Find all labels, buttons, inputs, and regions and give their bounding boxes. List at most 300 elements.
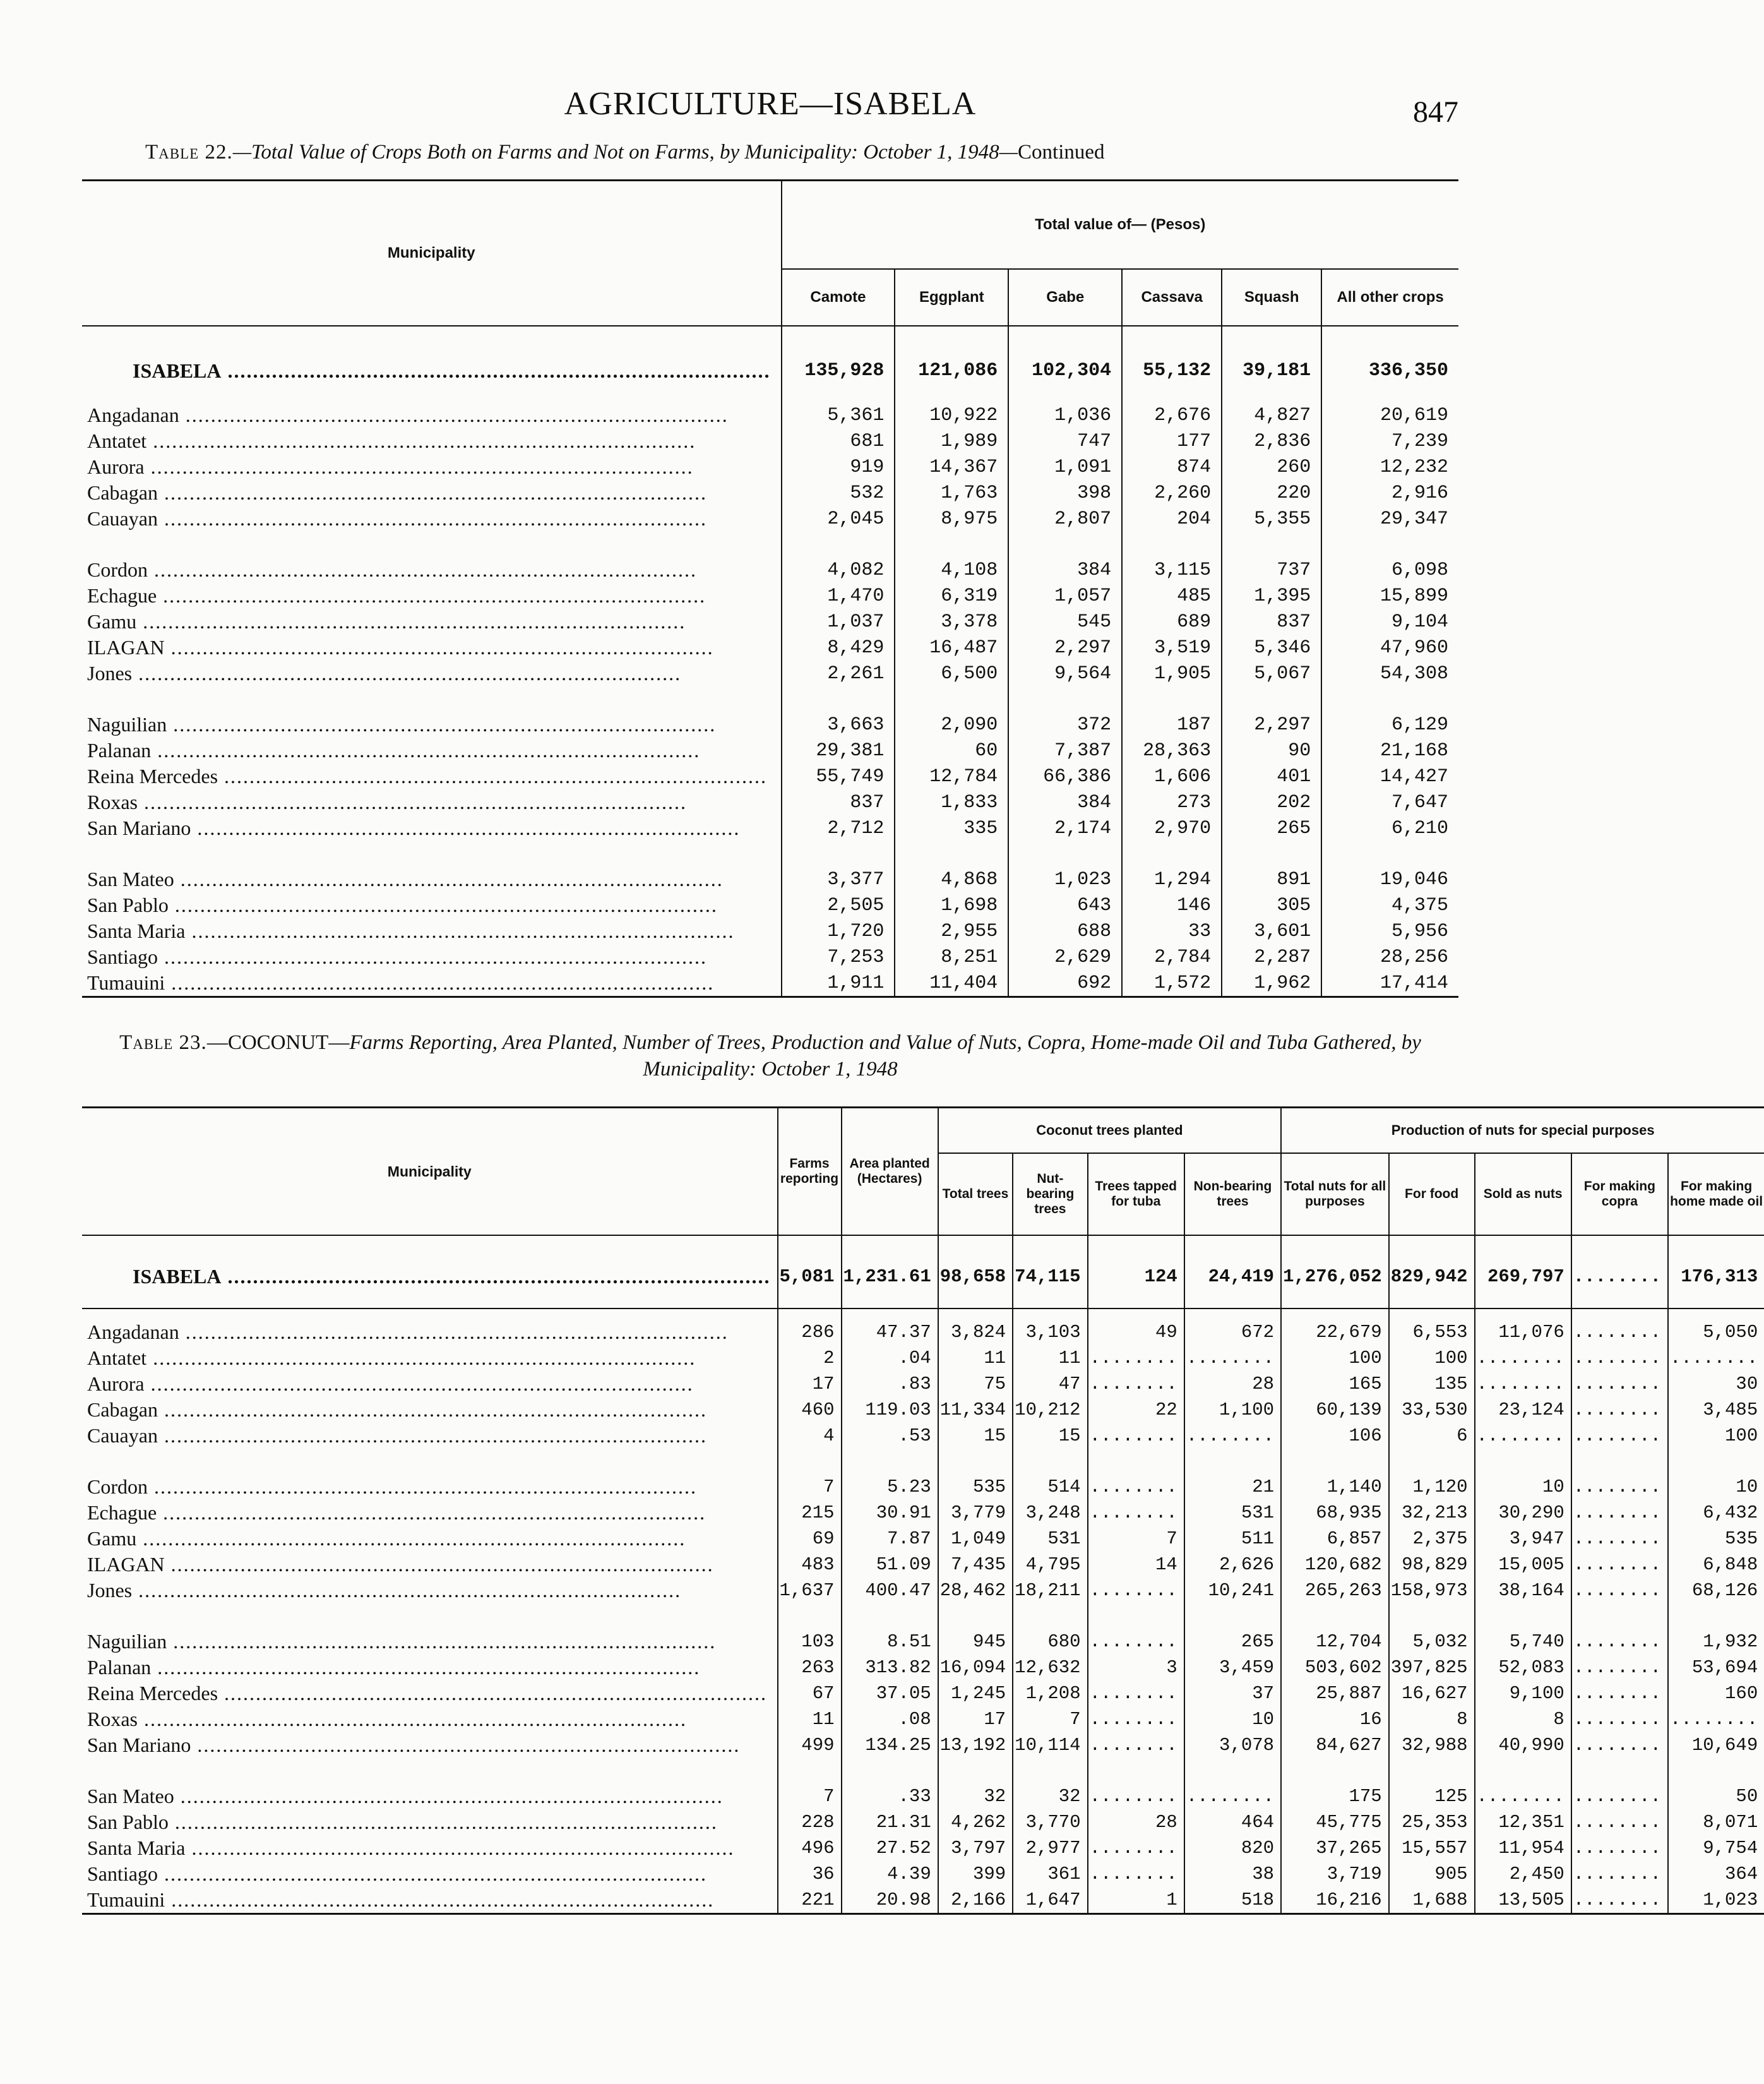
table22-value-cell: 643 — [1008, 892, 1122, 918]
table23-value-cell: 3,485 — [1668, 1397, 1764, 1423]
table23-municipality-name: Gamu ..... — [82, 1526, 778, 1552]
table22-value-cell: 6,500 — [895, 661, 1008, 686]
table22-row-ilagan — [82, 635, 1458, 661]
table23-value-cell: 15 — [1013, 1423, 1087, 1449]
table22-value-cell: 2,784 — [1122, 944, 1222, 970]
table22-value-cell: 4,827 — [1222, 402, 1321, 428]
table22-value-cell: 545 — [1008, 609, 1122, 635]
table23-value-cell: 17 — [778, 1371, 842, 1397]
table22-value-cell: 1,720 — [782, 918, 895, 944]
table23-value-cell: 680 — [1013, 1629, 1087, 1655]
table22-row-jones — [82, 661, 1458, 686]
table23-value-cell: 51.09 — [842, 1552, 938, 1578]
table23-value-cell: 135 — [1389, 1371, 1475, 1397]
table22-value-cell: 1,057 — [1008, 583, 1122, 609]
table23-value-cell: 1,023 — [1668, 1887, 1764, 1914]
table23-value-cell: ........ — [1571, 1629, 1668, 1655]
table22-row-santiago — [82, 944, 1458, 970]
table22-value-cell: 2,287 — [1222, 944, 1321, 970]
group-spacer-row — [82, 1758, 1764, 1783]
table23-value-cell: 460 — [778, 1397, 842, 1423]
table22-column-header-eggplant: Eggplant — [895, 269, 1008, 326]
table23-municipality-name: San Mateo ..... — [82, 1783, 778, 1809]
table23-municipality-name: Tumauini ..... — [82, 1887, 778, 1914]
table23-value-cell: 1,932 — [1668, 1629, 1764, 1655]
table22-value-cell: 260 — [1222, 454, 1321, 480]
spacer-cell — [1008, 532, 1122, 557]
table23-value-cell: 68,126 — [1668, 1578, 1764, 1603]
table22-value-cell: 9,104 — [1321, 609, 1458, 635]
table23-value-cell: ........ — [1668, 1345, 1764, 1371]
table23-value-cell: 5,740 — [1475, 1629, 1571, 1655]
table22-column-header-gabe: Gabe — [1008, 269, 1122, 326]
table23-municipality-name: Palanan ..... — [82, 1655, 778, 1680]
table22-value-cell: 1,470 — [782, 583, 895, 609]
table23-value-cell: 9,754 — [1668, 1835, 1764, 1861]
table23-value-cell: 11 — [1013, 1345, 1087, 1371]
table23-value-cell: ........ — [1571, 1680, 1668, 1706]
table22-value-cell: 2,261 — [782, 661, 895, 686]
table23-value-cell: 221 — [778, 1887, 842, 1914]
table23-value-cell: 10,114 — [1013, 1732, 1087, 1758]
spacer-cell — [1013, 1449, 1087, 1474]
table23-column-header-total-trees: Total trees — [938, 1153, 1013, 1235]
table22-row-cauayan — [82, 506, 1458, 532]
table22-value-cell: 874 — [1122, 454, 1222, 480]
table23-value-cell: 7,435 — [938, 1552, 1013, 1578]
table23-value-cell: 49 — [1088, 1308, 1184, 1345]
table23-value-cell: .08 — [842, 1706, 938, 1732]
table23-value-cell: ........ — [1571, 1474, 1668, 1500]
table22-value-cell: 485 — [1122, 583, 1222, 609]
table22-value-cell: 5,346 — [1222, 635, 1321, 661]
table23-value-cell: 286 — [778, 1308, 842, 1345]
table22-municipality-name: Gamu ..... — [82, 609, 782, 635]
table23-column-header-non-bearing-trees: Non-bearing trees — [1184, 1153, 1281, 1235]
spacer-cell — [1668, 1603, 1764, 1629]
spacer-cell — [1122, 841, 1222, 866]
table22-value-cell: 1,911 — [782, 970, 895, 997]
table23-value-cell: 3,103 — [1013, 1308, 1087, 1345]
table23-value-cell: 103 — [778, 1629, 842, 1655]
table23-value-cell: 8.51 — [842, 1629, 938, 1655]
spacer-cell — [1321, 841, 1458, 866]
table22-municipality-name: Palanan ..... — [82, 738, 782, 764]
table23-value-cell: 17 — [938, 1706, 1013, 1732]
spacer-cell — [1571, 1449, 1668, 1474]
table22-value-cell: 3,663 — [782, 712, 895, 738]
table23-value-cell: 10 — [1475, 1474, 1571, 1500]
table22-value-cell: 11,404 — [895, 970, 1008, 997]
table23-value-cell: 3,248 — [1013, 1500, 1087, 1526]
table22-value-cell: 837 — [782, 789, 895, 815]
table23-municipality-name: Cordon ..... — [82, 1474, 778, 1500]
table23-value-cell: 3,947 — [1475, 1526, 1571, 1552]
table23-value-cell: 15,557 — [1389, 1835, 1475, 1861]
table22-value-cell: 6,210 — [1321, 815, 1458, 841]
table23-label: Table 23. — [119, 1031, 207, 1054]
table23-value-cell: 1,688 — [1389, 1887, 1475, 1914]
table23-value-cell: 1,140 — [1281, 1474, 1389, 1500]
table23-value-cell: 8,071 — [1668, 1809, 1764, 1835]
table23-value-cell: 11,076 — [1475, 1308, 1571, 1345]
table23-value-cell: 7 — [1088, 1526, 1184, 1552]
table23-value-cell: 397,825 — [1389, 1655, 1475, 1680]
table22-value-cell: 1,395 — [1222, 583, 1321, 609]
table23-value-cell: 100 — [1668, 1423, 1764, 1449]
table22-value-cell: 2,260 — [1122, 480, 1222, 506]
table22-value-cell: 2,916 — [1321, 480, 1458, 506]
table22-municipality-name: ILAGAN ..... — [82, 635, 782, 661]
table23-value-cell: 228 — [778, 1809, 842, 1835]
spacer-cell — [895, 686, 1008, 712]
spacer-cell — [1281, 1603, 1389, 1629]
table23-value-cell: 16,094 — [938, 1655, 1013, 1680]
table22-value-cell: 335 — [895, 815, 1008, 841]
table23-municipality-name: Reina Mercedes ..... — [82, 1680, 778, 1706]
table23-value-cell: 22,679 — [1281, 1308, 1389, 1345]
spacer-cell — [842, 1758, 938, 1783]
table23-value-cell: 14 — [1088, 1552, 1184, 1578]
table22-value-cell: 1,023 — [1008, 866, 1122, 892]
table22-row-san-mateo — [82, 866, 1458, 892]
table23-municipality-name: Santiago ..... — [82, 1861, 778, 1887]
table22-municipality-name: Naguilian ..... — [82, 712, 782, 738]
table22-value-cell: 3,115 — [1122, 557, 1222, 583]
table23-row-cordon — [82, 1474, 1764, 1500]
table23-row-palanan — [82, 1655, 1764, 1680]
table23-value-cell: ........ — [1088, 1680, 1184, 1706]
table23-value-cell: 67 — [778, 1680, 842, 1706]
table23-value-cell: 263 — [778, 1655, 842, 1680]
table23-value-cell: 158,973 — [1389, 1578, 1475, 1603]
table23-value-cell: 820 — [1184, 1835, 1281, 1861]
table23-value-cell: 8 — [1475, 1706, 1571, 1732]
table23-value-cell: 32 — [1013, 1783, 1087, 1809]
spacer-cell — [1389, 1758, 1475, 1783]
spacer-cell — [82, 532, 782, 557]
table23-value-cell: 464 — [1184, 1809, 1281, 1835]
table23-value-cell: 24,419 — [1184, 1235, 1281, 1308]
table23-value-cell: 5,032 — [1389, 1629, 1475, 1655]
table23-value-cell: 3,824 — [938, 1308, 1013, 1345]
table23-value-cell: ........ — [1571, 1235, 1668, 1308]
table23-value-cell: 1,276,052 — [1281, 1235, 1389, 1308]
table23-value-cell: 38,164 — [1475, 1578, 1571, 1603]
table22-municipality-name: Reina Mercedes ..... — [82, 764, 782, 789]
table23-municipality-name: Angadanan ..... — [82, 1308, 778, 1345]
spacer-cell — [1571, 1758, 1668, 1783]
table23-value-cell: 11,954 — [1475, 1835, 1571, 1861]
table22-value-cell: 1,833 — [895, 789, 1008, 815]
table23-value-cell: ........ — [1088, 1500, 1184, 1526]
table22-value-cell: 6,129 — [1321, 712, 1458, 738]
table23-value-cell: 20.98 — [842, 1887, 938, 1914]
table23-municipality-name: Antatet ..... — [82, 1345, 778, 1371]
table23-value-cell: 38 — [1184, 1861, 1281, 1887]
table23-value-cell: 176,313 — [1668, 1235, 1764, 1308]
table22-value-cell: 837 — [1222, 609, 1321, 635]
table22-row-san-mariano — [82, 815, 1458, 841]
table22-value-cell: 202 — [1222, 789, 1321, 815]
table23-value-cell: 21.31 — [842, 1809, 938, 1835]
table22-value-cell: 305 — [1222, 892, 1321, 918]
table22-value-cell: 2,676 — [1122, 402, 1222, 428]
table23-value-cell: ........ — [1571, 1655, 1668, 1680]
table23-column-header-for-making-copra: For making copra — [1571, 1153, 1668, 1235]
table22-municipality-name: San Mariano ..... — [82, 815, 782, 841]
table22-value-cell: 1,037 — [782, 609, 895, 635]
table22-value-cell: 55,749 — [782, 764, 895, 789]
table23-value-cell: 4,795 — [1013, 1552, 1087, 1578]
table23-municipality-name: ISABELA ..... — [82, 1235, 778, 1308]
table23-value-cell: ........ — [1668, 1706, 1764, 1732]
table22-value-cell: 737 — [1222, 557, 1321, 583]
table22-value-cell: 688 — [1008, 918, 1122, 944]
table23-row-angadanan — [82, 1308, 1764, 1345]
spacer-cell — [1222, 686, 1321, 712]
table23-value-cell: 3,719 — [1281, 1861, 1389, 1887]
table23-row-antatet — [82, 1345, 1764, 1371]
group-spacer-row — [82, 1603, 1764, 1629]
table22-value-cell: 5,067 — [1222, 661, 1321, 686]
table23-value-cell: ........ — [1571, 1887, 1668, 1914]
table23-value-cell: 364 — [1668, 1861, 1764, 1887]
page-number: 847 — [1413, 95, 1458, 129]
table23-value-cell: 6 — [1389, 1423, 1475, 1449]
table23-value-cell: 28,462 — [938, 1578, 1013, 1603]
table23-value-cell: 32 — [938, 1783, 1013, 1809]
table23-value-cell: 1,231.61 — [842, 1235, 938, 1308]
table23-value-cell: 37.05 — [842, 1680, 938, 1706]
table22-value-cell: 384 — [1008, 789, 1122, 815]
table22-value-cell: 4,375 — [1321, 892, 1458, 918]
table23-value-cell: ........ — [1571, 1423, 1668, 1449]
table22-value-cell: 33 — [1122, 918, 1222, 944]
table23-value-cell: 531 — [1013, 1526, 1087, 1552]
spacer-cell — [1184, 1449, 1281, 1474]
spacer-cell — [782, 532, 895, 557]
table23-column-header-for-making-home-made-oil: For making home made oil — [1668, 1153, 1764, 1235]
table23-row-jones — [82, 1578, 1764, 1603]
table22-value-cell: 19,046 — [1321, 866, 1458, 892]
table22-municipality-name: Angadanan ..... — [82, 402, 782, 428]
table23-value-cell: 7 — [778, 1474, 842, 1500]
table23-value-cell: 483 — [778, 1552, 842, 1578]
table22-value-cell: 14,427 — [1321, 764, 1458, 789]
table22-value-cell: 692 — [1008, 970, 1122, 997]
spacer-cell — [778, 1603, 842, 1629]
table23-value-cell: ........ — [1571, 1526, 1668, 1552]
table23-row-reina-mercedes — [82, 1680, 1764, 1706]
spacer-cell — [1571, 1603, 1668, 1629]
table22-value-cell: 2,807 — [1008, 506, 1122, 532]
table23-value-cell: 16 — [1281, 1706, 1389, 1732]
table23-value-cell: 1 — [1088, 1887, 1184, 1914]
table23-value-cell: 6,553 — [1389, 1308, 1475, 1345]
table23-municipality-name: Roxas ..... — [82, 1706, 778, 1732]
spacer-cell — [1222, 532, 1321, 557]
table23-value-cell: 12,351 — [1475, 1809, 1571, 1835]
table23-area-header: Area planted (Hectares) — [842, 1108, 938, 1236]
table23-value-cell: 30.91 — [842, 1500, 938, 1526]
table22-value-cell: 2,045 — [782, 506, 895, 532]
table22-value-cell: 60 — [895, 738, 1008, 764]
table23-value-cell: ........ — [1088, 1629, 1184, 1655]
table23-value-cell: 6,432 — [1668, 1500, 1764, 1526]
table22-municipality-name: Santa Maria ..... — [82, 918, 782, 944]
table22-value-cell: 102,304 — [1008, 326, 1122, 402]
table22-value-cell: 1,572 — [1122, 970, 1222, 997]
spacer-cell — [1088, 1758, 1184, 1783]
spacer-cell — [1281, 1758, 1389, 1783]
table22-value-cell: 3,378 — [895, 609, 1008, 635]
table22-row-cabagan — [82, 480, 1458, 506]
table22-municipality-name: Antatet ..... — [82, 428, 782, 454]
table23-column-header-total-nuts-for-all-purposes: Total nuts for all purposes — [1281, 1153, 1389, 1235]
table23-value-cell: ........ — [1571, 1308, 1668, 1345]
table23-value-cell: 313.82 — [842, 1655, 938, 1680]
table23-value-cell: 50 — [1668, 1783, 1764, 1809]
table23-value-cell: 134.25 — [842, 1732, 938, 1758]
table22-column-header-cassava: Cassava — [1122, 269, 1222, 326]
table23-value-cell: 269,797 — [1475, 1235, 1571, 1308]
table23-column-header-sold-as-nuts: Sold as nuts — [1475, 1153, 1571, 1235]
spacer-cell — [778, 1758, 842, 1783]
table23-value-cell: 535 — [1668, 1526, 1764, 1552]
table23-value-cell: 3,779 — [938, 1500, 1013, 1526]
table22-municipality-name: Roxas ..... — [82, 789, 782, 815]
table23-value-cell: ........ — [1088, 1835, 1184, 1861]
table23-value-cell: 15 — [938, 1423, 1013, 1449]
table22-value-cell: 8,975 — [895, 506, 1008, 532]
table23-value-cell: 1,120 — [1389, 1474, 1475, 1500]
table23-value-cell: ........ — [1571, 1397, 1668, 1423]
table23-value-cell: 3,078 — [1184, 1732, 1281, 1758]
spacer-cell — [82, 686, 782, 712]
table22-value-cell: 204 — [1122, 506, 1222, 532]
table23-value-cell: 1,208 — [1013, 1680, 1087, 1706]
table23-value-cell: 829,942 — [1389, 1235, 1475, 1308]
table22-row-isabela — [82, 326, 1458, 402]
table22-value-cell: 891 — [1222, 866, 1321, 892]
table23-value-cell: 5.23 — [842, 1474, 938, 1500]
table22-municipality-name: Cauayan ..... — [82, 506, 782, 532]
table22-value-cell: 919 — [782, 454, 895, 480]
table22-value-cell: 1,698 — [895, 892, 1008, 918]
table23-nuts-group-header: Production of nuts for special purposes — [1281, 1108, 1764, 1154]
table22-value-cell: 8,429 — [782, 635, 895, 661]
table22-value-cell: 2,174 — [1008, 815, 1122, 841]
spacer-cell — [82, 1449, 778, 1474]
table22-row-cordon — [82, 557, 1458, 583]
spacer-cell — [82, 1603, 778, 1629]
table23-value-cell: 511 — [1184, 1526, 1281, 1552]
table22-value-cell: 2,505 — [782, 892, 895, 918]
spacer-cell — [938, 1449, 1013, 1474]
table23-row-aurora — [82, 1371, 1764, 1397]
table23-row-cauayan — [82, 1423, 1764, 1449]
table22-value-cell: 14,367 — [895, 454, 1008, 480]
table23-value-cell: 361 — [1013, 1861, 1087, 1887]
table22-value-cell: 273 — [1122, 789, 1222, 815]
table23-value-cell: 98,658 — [938, 1235, 1013, 1308]
table22-row-angadanan — [82, 402, 1458, 428]
table23-value-cell: 7 — [1013, 1706, 1087, 1732]
table23-value-cell: 10 — [1668, 1474, 1764, 1500]
table23-value-cell: 100 — [1389, 1345, 1475, 1371]
spacer-cell — [1389, 1449, 1475, 1474]
table23-value-cell: 905 — [1389, 1861, 1475, 1887]
spacer-cell — [1008, 841, 1122, 866]
table23-value-cell: 21 — [1184, 1474, 1281, 1500]
table23-value-cell: ........ — [1088, 1474, 1184, 1500]
table23-value-cell: ........ — [1184, 1423, 1281, 1449]
table22-row-gamu — [82, 609, 1458, 635]
spacer-cell — [1184, 1758, 1281, 1783]
table22-value-cell: 1,036 — [1008, 402, 1122, 428]
table22-value-cell: 1,763 — [895, 480, 1008, 506]
group-spacer-row — [82, 1449, 1764, 1474]
table22-value-cell: 9,564 — [1008, 661, 1122, 686]
table22-value-cell: 16,487 — [895, 635, 1008, 661]
table23-value-cell: ........ — [1184, 1345, 1281, 1371]
table23-value-cell: 22 — [1088, 1397, 1184, 1423]
table23-title-a: —COCONUT— — [206, 1031, 350, 1054]
table23-value-cell: 30 — [1668, 1371, 1764, 1397]
table23-value-cell: 37,265 — [1281, 1835, 1389, 1861]
table23-value-cell: 4,262 — [938, 1809, 1013, 1835]
table22-municipality-name: Cabagan ..... — [82, 480, 782, 506]
table22-row-naguilian — [82, 712, 1458, 738]
table23-value-cell: ........ — [1088, 1783, 1184, 1809]
table22-value-cell: 5,361 — [782, 402, 895, 428]
table23-value-cell: 1,245 — [938, 1680, 1013, 1706]
table23-column-header-for-food: For food — [1389, 1153, 1475, 1235]
table23-value-cell: 32,213 — [1389, 1500, 1475, 1526]
table22-value-cell: 689 — [1122, 609, 1222, 635]
table22-value-cell: 747 — [1008, 428, 1122, 454]
table23-value-cell: 18,211 — [1013, 1578, 1087, 1603]
table23-value-cell: 11,334 — [938, 1397, 1013, 1423]
table23-value-cell: 4.39 — [842, 1861, 938, 1887]
table23-value-cell: 28 — [1184, 1371, 1281, 1397]
table23-value-cell: 16,627 — [1389, 1680, 1475, 1706]
table23-value-cell: ........ — [1088, 1706, 1184, 1732]
table22-value-cell: 4,108 — [895, 557, 1008, 583]
table23-value-cell: 265,263 — [1281, 1578, 1389, 1603]
table22-value-cell: 336,350 — [1321, 326, 1458, 402]
table22-value-cell: 10,922 — [895, 402, 1008, 428]
table23-row-santiago — [82, 1861, 1764, 1887]
table22-value-cell: 5,956 — [1321, 918, 1458, 944]
table22-row-reina-mercedes — [82, 764, 1458, 789]
table22-value-cell: 28,363 — [1122, 738, 1222, 764]
table22-value-cell: 54,308 — [1321, 661, 1458, 686]
table22-value-cell: 15,899 — [1321, 583, 1458, 609]
table23-row-san-mariano — [82, 1732, 1764, 1758]
table23-value-cell: 165 — [1281, 1371, 1389, 1397]
spacer-cell — [1184, 1603, 1281, 1629]
table22-row-santa-maria — [82, 918, 1458, 944]
table23 — [82, 1106, 1764, 1915]
table22-value-cell: 12,784 — [895, 764, 1008, 789]
table22-row-aurora — [82, 454, 1458, 480]
table23-value-cell: 3,797 — [938, 1835, 1013, 1861]
table23-value-cell: 2 — [778, 1345, 842, 1371]
table23-value-cell: 68,935 — [1281, 1500, 1389, 1526]
table22-municipality-name: Jones ..... — [82, 661, 782, 686]
